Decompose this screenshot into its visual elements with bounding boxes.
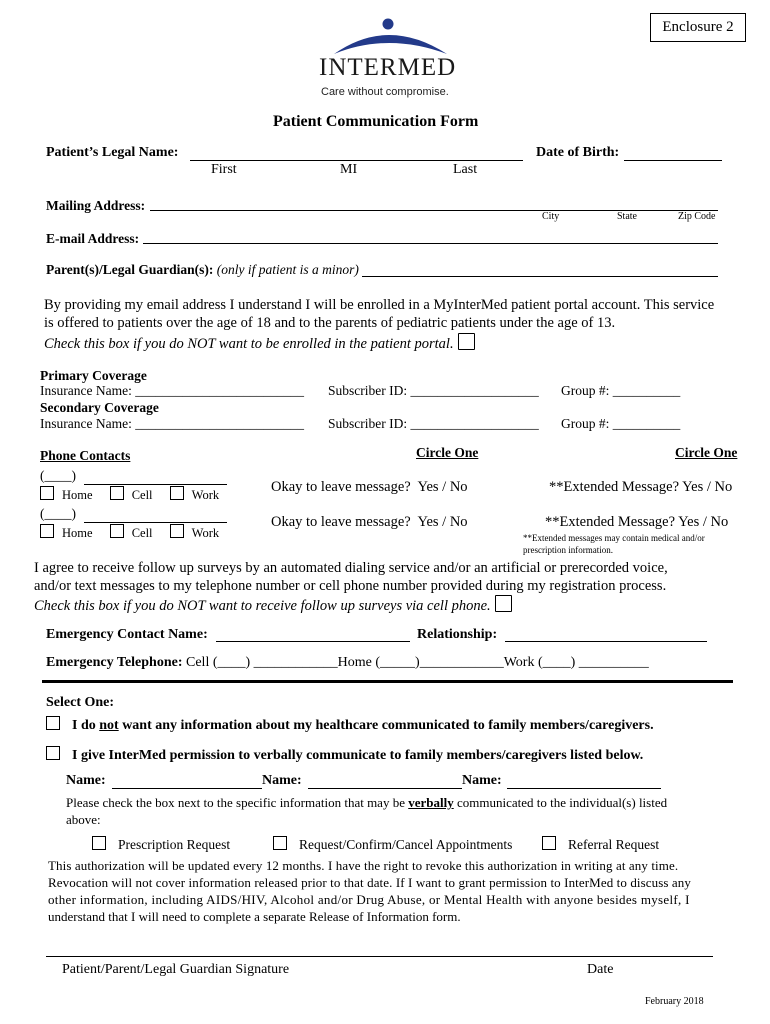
- authorization-line-4: understand that I will need to complete a separate Release of Information form.: [48, 909, 461, 924]
- authorization-line-2: Revocation will not cover information released prior to that date. If I want to grant permission to InterMed to discuss any: [48, 875, 691, 890]
- primary-subscriber-id[interactable]: Subscriber ID: ___________________: [328, 383, 539, 398]
- family-name-3-label: Name:: [462, 773, 502, 788]
- last-caption: Last: [453, 162, 478, 177]
- enclosure-label: Enclosure 2: [650, 13, 746, 42]
- circle-one-heading-1: Circle One: [416, 445, 479, 460]
- phone-2-cell-checkbox[interactable]: [110, 524, 124, 538]
- emergency-contact-label: Emergency Contact Name:: [46, 627, 208, 642]
- extended-note-line-1: **Extended messages may contain medical and/or: [523, 533, 705, 543]
- phone-2-number-field[interactable]: [84, 522, 227, 523]
- appointments-option: Request/Confirm/Cancel Appointments: [273, 836, 512, 853]
- primary-coverage-heading: Primary Coverage: [40, 368, 147, 383]
- form-title: Patient Communication Form: [273, 113, 479, 130]
- relationship-field[interactable]: [505, 641, 707, 642]
- check-instructions-line-2: above:: [66, 812, 101, 827]
- dob-label: Date of Birth:: [536, 145, 620, 160]
- mailing-address-label: Mailing Address:: [46, 198, 146, 213]
- signature-line[interactable]: [46, 956, 713, 957]
- select-option-2-checkbox[interactable]: [46, 746, 60, 760]
- check-instructions-line-1: Please check the box next to the specific information that may be verbally communicated to the individual(s) listed: [66, 795, 668, 810]
- family-name-2-label: Name:: [262, 773, 302, 788]
- emergency-cell-field[interactable]: Cell (____) ____________: [186, 655, 338, 670]
- phone-2-okay-message: Okay to leave message? Yes / No: [271, 514, 468, 530]
- primary-group[interactable]: Group #: __________: [561, 383, 681, 398]
- phone-1-extended-message: **Extended Message? Yes / No: [549, 479, 733, 495]
- phone-1-number-field[interactable]: [84, 484, 227, 485]
- emergency-work-field[interactable]: Work (____) __________: [503, 655, 649, 670]
- circle-one-heading-2: Circle One: [675, 445, 738, 460]
- portal-optout-row: Check this box if you do NOT want to be enrolled in the patient portal.: [44, 333, 475, 353]
- phone-1-okay-message: Okay to leave message? Yes / No: [271, 479, 468, 495]
- prescription-checkbox[interactable]: [92, 836, 106, 850]
- emergency-telephone-row: Emergency Telephone: Cell (____) ____________Home (_____)____________Work (____) __________: [46, 655, 649, 670]
- phone-2-area-code[interactable]: (____): [40, 506, 76, 521]
- family-name-2-field[interactable]: [308, 788, 462, 789]
- surveys-optout-row: Check this box if you do NOT want to receive follow up surveys via cell phone.: [34, 595, 512, 615]
- email-field[interactable]: [143, 243, 718, 244]
- surveys-line-1: I agree to receive follow up surveys by an automated dialing service and/or an artificial or prerecorded voice,: [34, 560, 668, 576]
- zip-caption: Zip Code: [678, 211, 716, 222]
- referral-checkbox[interactable]: [542, 836, 556, 850]
- appointments-checkbox[interactable]: [273, 836, 287, 850]
- family-name-1-label: Name:: [66, 773, 106, 788]
- family-name-1-field[interactable]: [112, 788, 262, 789]
- phone-1-area-code[interactable]: (____): [40, 468, 76, 483]
- phone-2-extended-yes-no[interactable]: Yes / No: [678, 514, 729, 530]
- phone-2-work-checkbox[interactable]: [170, 524, 184, 538]
- select-one-heading: Select One:: [46, 695, 115, 710]
- portal-line-2: is offered to patients over the age of 18 and to the parents of pediatric patients under the age of 13.: [44, 315, 616, 331]
- phone-1-type-row: Home Cell Work: [40, 486, 219, 503]
- phone-1-home-checkbox[interactable]: [40, 486, 54, 500]
- first-caption: First: [211, 162, 237, 177]
- phone-1-okay-yes-no[interactable]: Yes / No: [417, 479, 468, 495]
- info-type-row: Prescription Request: [92, 836, 230, 853]
- phone-contacts-heading: Phone Contacts: [40, 448, 131, 463]
- secondary-subscriber-id[interactable]: Subscriber ID: ___________________: [328, 416, 539, 431]
- logo-wordmark: INTERMED: [319, 54, 457, 81]
- phone-2-extended-message: **Extended Message? Yes / No: [545, 514, 729, 530]
- surveys-line-2: and/or text messages to my telephone number or cell phone number provided during my registration process.: [34, 578, 667, 594]
- guardian-label: Parent(s)/Legal Guardian(s): (only if patient is a minor): [46, 262, 359, 277]
- primary-insurance-name[interactable]: Insurance Name: _________________________: [40, 383, 304, 398]
- signature-label: Patient/Parent/Legal Guardian Signature: [62, 962, 290, 977]
- legal-name-field[interactable]: [190, 160, 523, 161]
- emergency-home-field[interactable]: Home (_____)____________: [337, 655, 504, 670]
- city-caption: City: [542, 211, 560, 222]
- dob-field[interactable]: [624, 160, 722, 161]
- extended-note-line-2: prescription information.: [523, 545, 613, 555]
- mi-caption: MI: [340, 162, 358, 177]
- portal-optout-checkbox[interactable]: [458, 333, 475, 350]
- select-option-1-checkbox[interactable]: [46, 716, 60, 730]
- phone-1-extended-yes-no[interactable]: Yes / No: [682, 479, 733, 495]
- family-name-3-field[interactable]: [507, 788, 661, 789]
- secondary-group[interactable]: Group #: __________: [561, 416, 681, 431]
- select-option-1: I do not want any information about my healthcare communicated to family members/caregivers.: [46, 716, 654, 734]
- phone-2-home-checkbox[interactable]: [40, 524, 54, 538]
- legal-name-label: Patient’s Legal Name:: [46, 145, 179, 160]
- state-caption: State: [617, 211, 637, 222]
- guardian-field[interactable]: [362, 276, 718, 277]
- section-divider: [42, 680, 733, 683]
- portal-line-1: By providing my email address I understand I will be enrolled in a MyInterMed patient portal account. This service: [44, 297, 715, 313]
- referral-option: Referral Request: [542, 836, 659, 853]
- authorization-line-3: other information, including AIDS/HIV, Alcohol and/or Drug Abuse, or Mental Health with anyone besides myself, I: [48, 892, 690, 907]
- emergency-contact-field[interactable]: [216, 641, 410, 642]
- relationship-label: Relationship:: [417, 627, 498, 642]
- phone-2-type-row: Home Cell Work: [40, 524, 219, 541]
- authorization-line-1: This authorization will be updated every 12 months. I have the right to revoke this authorization in writing at any time.: [48, 858, 679, 873]
- surveys-optout-checkbox[interactable]: [495, 595, 512, 612]
- select-option-2: I give InterMed permission to verbally communicate to family members/caregivers listed below.: [46, 746, 643, 764]
- revision-date: February 2018: [645, 996, 704, 1007]
- phone-2-okay-yes-no[interactable]: Yes / No: [417, 514, 468, 530]
- date-label: Date: [587, 962, 614, 977]
- secondary-insurance-name[interactable]: Insurance Name: _________________________: [40, 416, 304, 431]
- phone-1-cell-checkbox[interactable]: [110, 486, 124, 500]
- secondary-coverage-heading: Secondary Coverage: [40, 400, 159, 415]
- logo-tagline: Care without compromise.: [321, 86, 449, 98]
- phone-1-work-checkbox[interactable]: [170, 486, 184, 500]
- email-label: E-mail Address:: [46, 231, 140, 246]
